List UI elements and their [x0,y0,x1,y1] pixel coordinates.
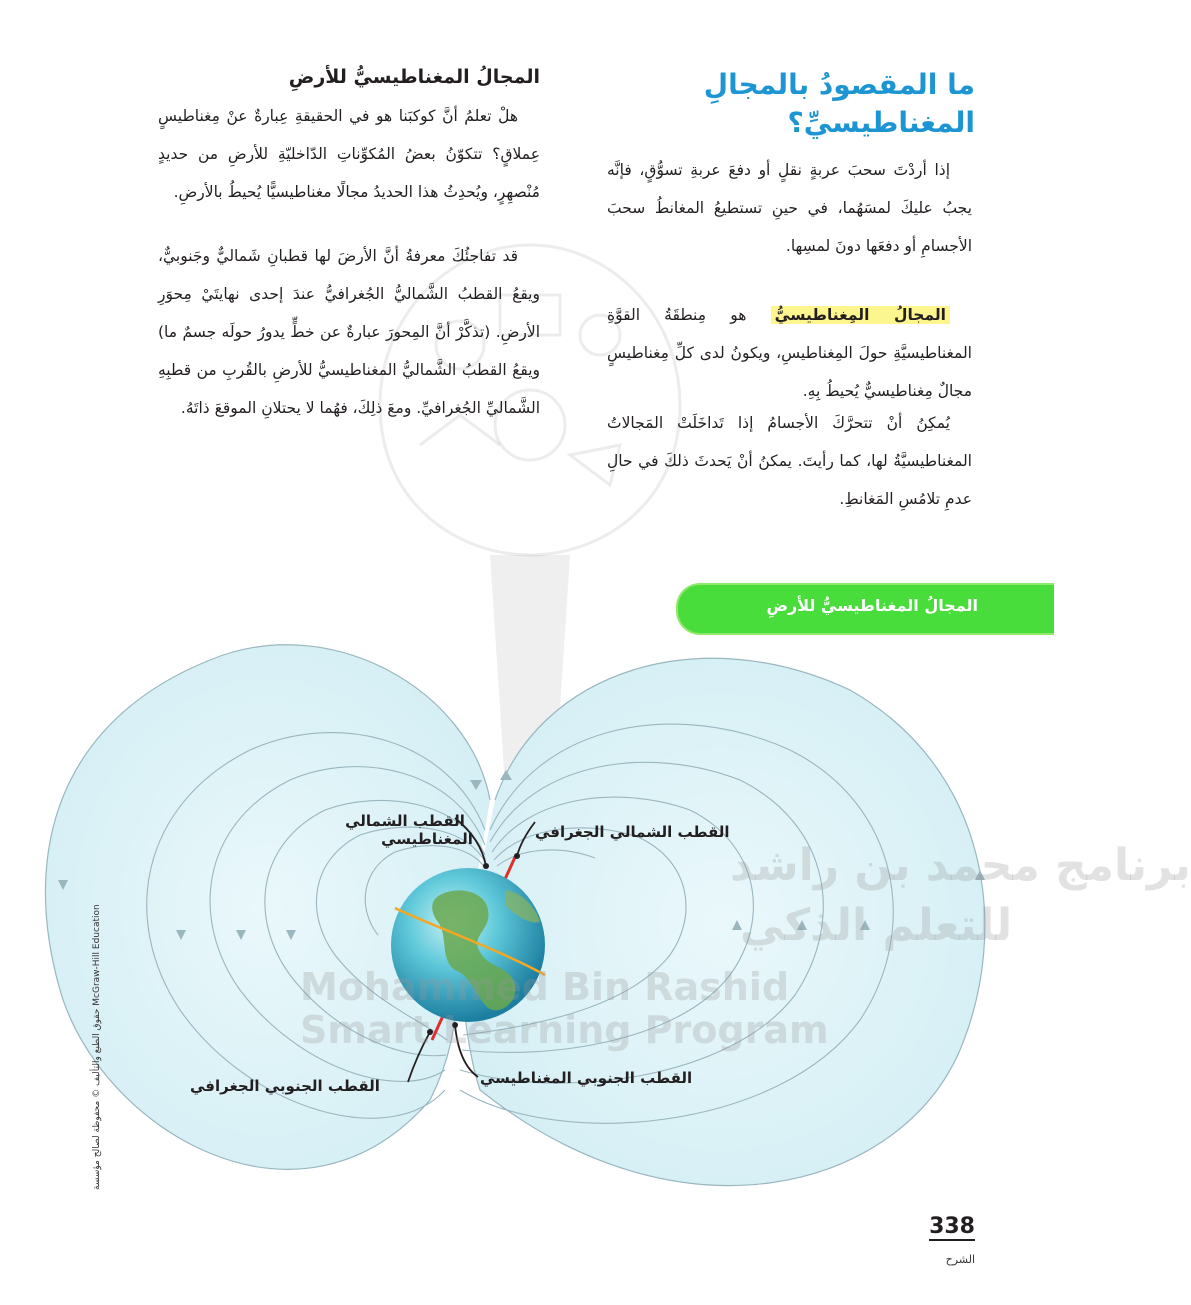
diagram-banner [676,583,1054,635]
highlighted-term: المجالُ المِغناطيسيُّ [771,306,950,324]
north-geographic-pole-label: القطب الشمالي الجغرافي [535,823,730,841]
south-geographic-pole-label: القطب الجنوبي الجغرافي [190,1077,380,1095]
south-magnetic-pole-label: القطب الجنوبي المغناطيسي [480,1069,693,1087]
page-section-label: الشرح [945,1253,975,1266]
watermark-english-line2: Smart Learning Program [300,1008,829,1052]
copyright-notice: حقوق الطبع والتأليف © محفوظة لصالح مؤسسة McGraw-Hill Education [92,904,102,1190]
watermark-arabic-line2: للتعلم الذكي [740,900,1013,951]
page-number: 338 [929,1214,975,1241]
definition-paragraph [607,297,972,411]
diagram-banner-title: المجالُ المغناطيسيُّ للأرضِ [766,596,978,615]
earth-magnet-paragraph-text: هلْ تعلمُ أنَّ كوكبَنا هو في الحقيقةِ عِبارةٌ عنْ مِغناطيسٍ عِملاقٍ؟ تتكوّنُ بعضُ المُكوِّناتِ الدّاخليّةِ للأرضِ من حديدٍ مُنْصهِرٍ، ويُحدِثُ هذا الحديدُ مجالًا مغناطيسيًّا يُحيطُ بالأرضِ. [158,107,540,201]
intro-paragraph [607,152,972,266]
interaction-paragraph-text: يُمكِنُ أنْ تتحرَّكَ الأجسامُ إذا تَداخَلَتْ المَجالاتُ المغناطيسيَّةُ لها، كما رأيتَ. يمكنُ أنْ يَحدثَ ذلكَ في حالِ عدمِ تلامُسِ المَغانطِ. [607,414,972,508]
poles-paragraph-text: قد تفاجئُكَ معرفةُ أنَّ الأرضَ لها قطبانِ شَماليٌّ وجَنوبيٌّ، ويقعُ القطبُ الشَّماليُّ الجُغرافيُّ عندَ إحدى نهايتَيْ مِحوَرِ الأرضِ. (تذكَّرْ أنَّ المِحورَ عبارةٌ عن خطٍّ يدورُ حولَه جسمٌ ما) ويقعُ القطبُ الشَّماليُّ المغناطيسيُّ للأرضِ بالقُربِ من قطبِهِ الشَّماليِّ الجُغرافيِّ. ومعَ ذلِكَ، فهُما لا يحتلانِ الموقعَ ذاتَهُ. [158,247,540,417]
section-heading: المجالُ المغناطيسيُّ للأرضِ [288,66,540,88]
north-magnetic-pole-label-line1: القطب الشمالي [345,812,465,830]
poles-paragraph [158,238,540,428]
watermark-english-line1: Mohammed Bin Rashid [300,965,790,1009]
watermark-arabic-line1: برنامج محمد بن راشد [730,840,1191,891]
north-magnetic-pole-label-line2: المغناطيسي [381,830,473,848]
intro-paragraph-text: إذا أردْتَ سحبَ عربةٍ نقلٍ أو دفعَ عربةِ تسوُّقٍ، فإنَّه يجبُ عليكَ لمسَهُما، في حينِ تستطيعُ المغانطُ سحبَ الأجسامِ أو دفعَها دونَ لمسِها. [607,161,972,255]
interaction-paragraph [607,405,972,519]
definition-text: هو مِنطقَةُ القوَّةِ المغناطيسيَّةِ حولَ المِغناطيسِ، ويكونُ لدى كلِّ مِغناطيسٍ مجالٌ مِغناطيسيٌّ يُحيطُ بِهِ. [607,306,972,400]
earth-magnet-paragraph [158,98,540,212]
north-magnetic-pole-label [330,812,480,848]
page-title: ما المقصودُ بالمجالِ المغناطيسيِّ؟ [703,68,975,139]
